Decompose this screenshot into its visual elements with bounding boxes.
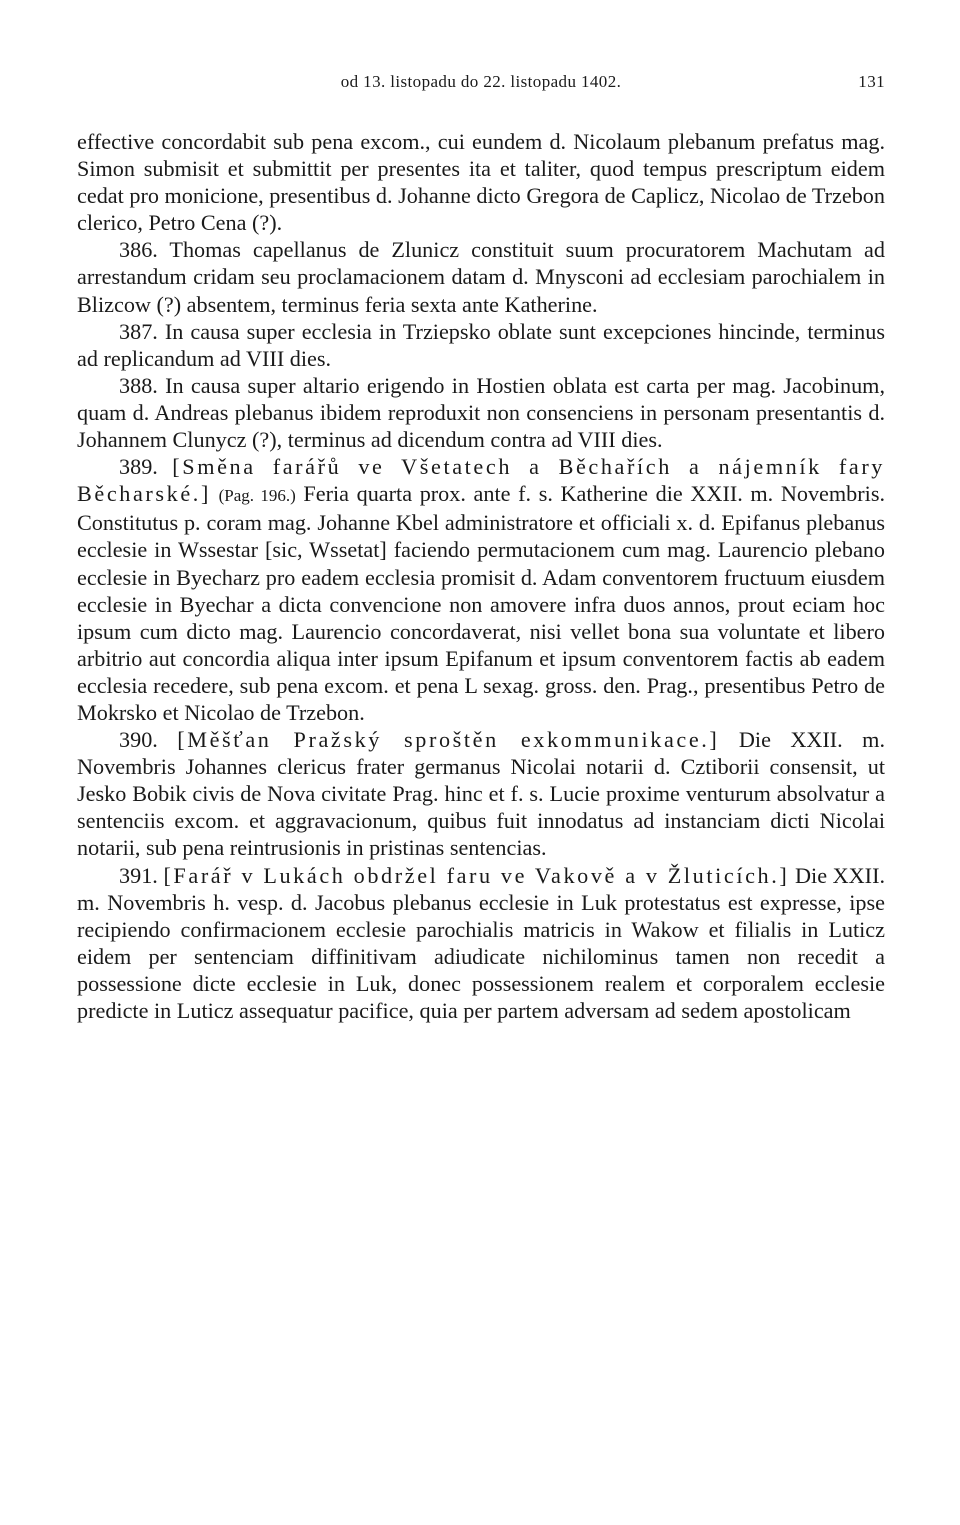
entry-number: 386. <box>119 237 158 263</box>
entry-number: 389. <box>119 454 158 480</box>
entry-number: 390. <box>119 727 158 753</box>
entry-number: 391. <box>119 862 158 888</box>
entry-text: Die XXII. m. Novembris Johannes clericus frater germanus Nicolai notarii d. Cztiborii consensit, ut Jesko Bobik civis de Nova civitate Prag. hinc et f. s. Lucie proxime venturum absolvatur a sentenciis excom. et aggravacionum, quibus fuit innodatus ad instanciam dicti Nicolai notarii, sub pena reintrusionis in pristinas sentencias. <box>77 727 885 861</box>
entry-rubric: [Směna farářů ve Všetatech a Běchařích a nájemník fary Běcharské.] <box>77 454 886 507</box>
body-text <box>77 128 885 1024</box>
entry-number: 387. <box>119 318 158 344</box>
running-header-title: od 13. listopadu do 22. listopadu 1402. <box>340 72 622 91</box>
entry-386 <box>77 236 885 317</box>
entry-388 <box>77 372 885 453</box>
entry-387 <box>77 318 885 372</box>
entry-389 <box>77 453 885 726</box>
entry-390 <box>77 726 885 861</box>
entry-text: In causa super altario erigendo in Hostien oblata est carta per mag. Jacobinum, quam d. Andreas plebanus ibidem reproduxit non consenciens in personam presentantis d. Johannem Clunycz (?), terminus ad dicendum contra ad VIII dies. <box>77 372 885 453</box>
document-page <box>77 64 885 1024</box>
entry-number: 388. <box>119 372 158 398</box>
page-reference: (Pag. 196.) <box>218 486 296 506</box>
entry-rubric: [Farář v Lukách obdržel faru ve Vakově a v Žluticích.] <box>163 862 790 888</box>
entry-text: Die XXII. m. Novembris h. vesp. d. Jacobus plebanus ecclesie in Luk protestatus est expresse, ipse recipiendo confirmacionem ecclesie parochialis matricis in Wakow et filialis in Luticz eidem per sentenciam diffinitivam adiudicate nichilominus tamen non recedit a possessione dicte ecclesie in Luk, donec possessionem realem et corporalem ecclesie predicte in Luticz assequatur pacifice, quia per partem adversam ad sedem apostolicam <box>77 862 886 1023</box>
entry-rubric: [Měšťan Pražský sproštěn exkommunikace.] <box>177 727 720 753</box>
running-header <box>77 64 885 104</box>
entry-text: Thomas capellanus de Zlunicz constituit suum procuratorem Machutam ad arrestandum cridam seu proclamacionem datam d. Mnysconi ad ecclesiam parochialem in Blizcow (?) absentem, terminus feria sexta ante Katherine. <box>77 237 885 317</box>
page-number: 131 <box>858 72 885 91</box>
entry-391 <box>77 862 885 1025</box>
continuation-paragraph: effective concordabit sub pena excom., cui eundem d. Nicolaum plebanum prefatus mag. Simon submisit et submittit per presentes ita et taliter, quod tempus prescriptum eidem cedat pro monicione, presentibus d. Johanne dicto Gregora de Caplicz, Nicolao de Trzebon clerico, Petro Cena (?). <box>77 129 885 236</box>
entry-text: In causa super ecclesia in Trziepsko oblate sunt excepciones hincinde, terminus ad replicandum ad VIII dies. <box>77 318 885 371</box>
entry-text: Feria quarta prox. ante f. s. Katherine die XXII. m. Novembris. Constitutus p. coram mag. Johanne Kbel administratore et officiali x. d. Epifanus plebanus ecclesie in Wssestar [sic, Wssetat] faciendo permutacionem cum mag. Laurencio plebano ecclesie in Byecharz pro eadem ecclesia promisit d. Adam conventorem fructuum eiusdem ecclesie in Byechar a dicta convencione non amovere infra duos annos, prout eciam hoc ipsum cum dicto mag. Laurencio concordaverat, nisi vellet bona sua voluntate et libero arbitrio aut concordia aliqua inter ipsum Epifanum et ipsum conventorem factis ab eadem ecclesia recedere, sub pena excom. et pena L sexag. gross. den. Prag., presentibus Petro de Mokrsko et Nicolao de Trzebon. <box>77 481 885 725</box>
